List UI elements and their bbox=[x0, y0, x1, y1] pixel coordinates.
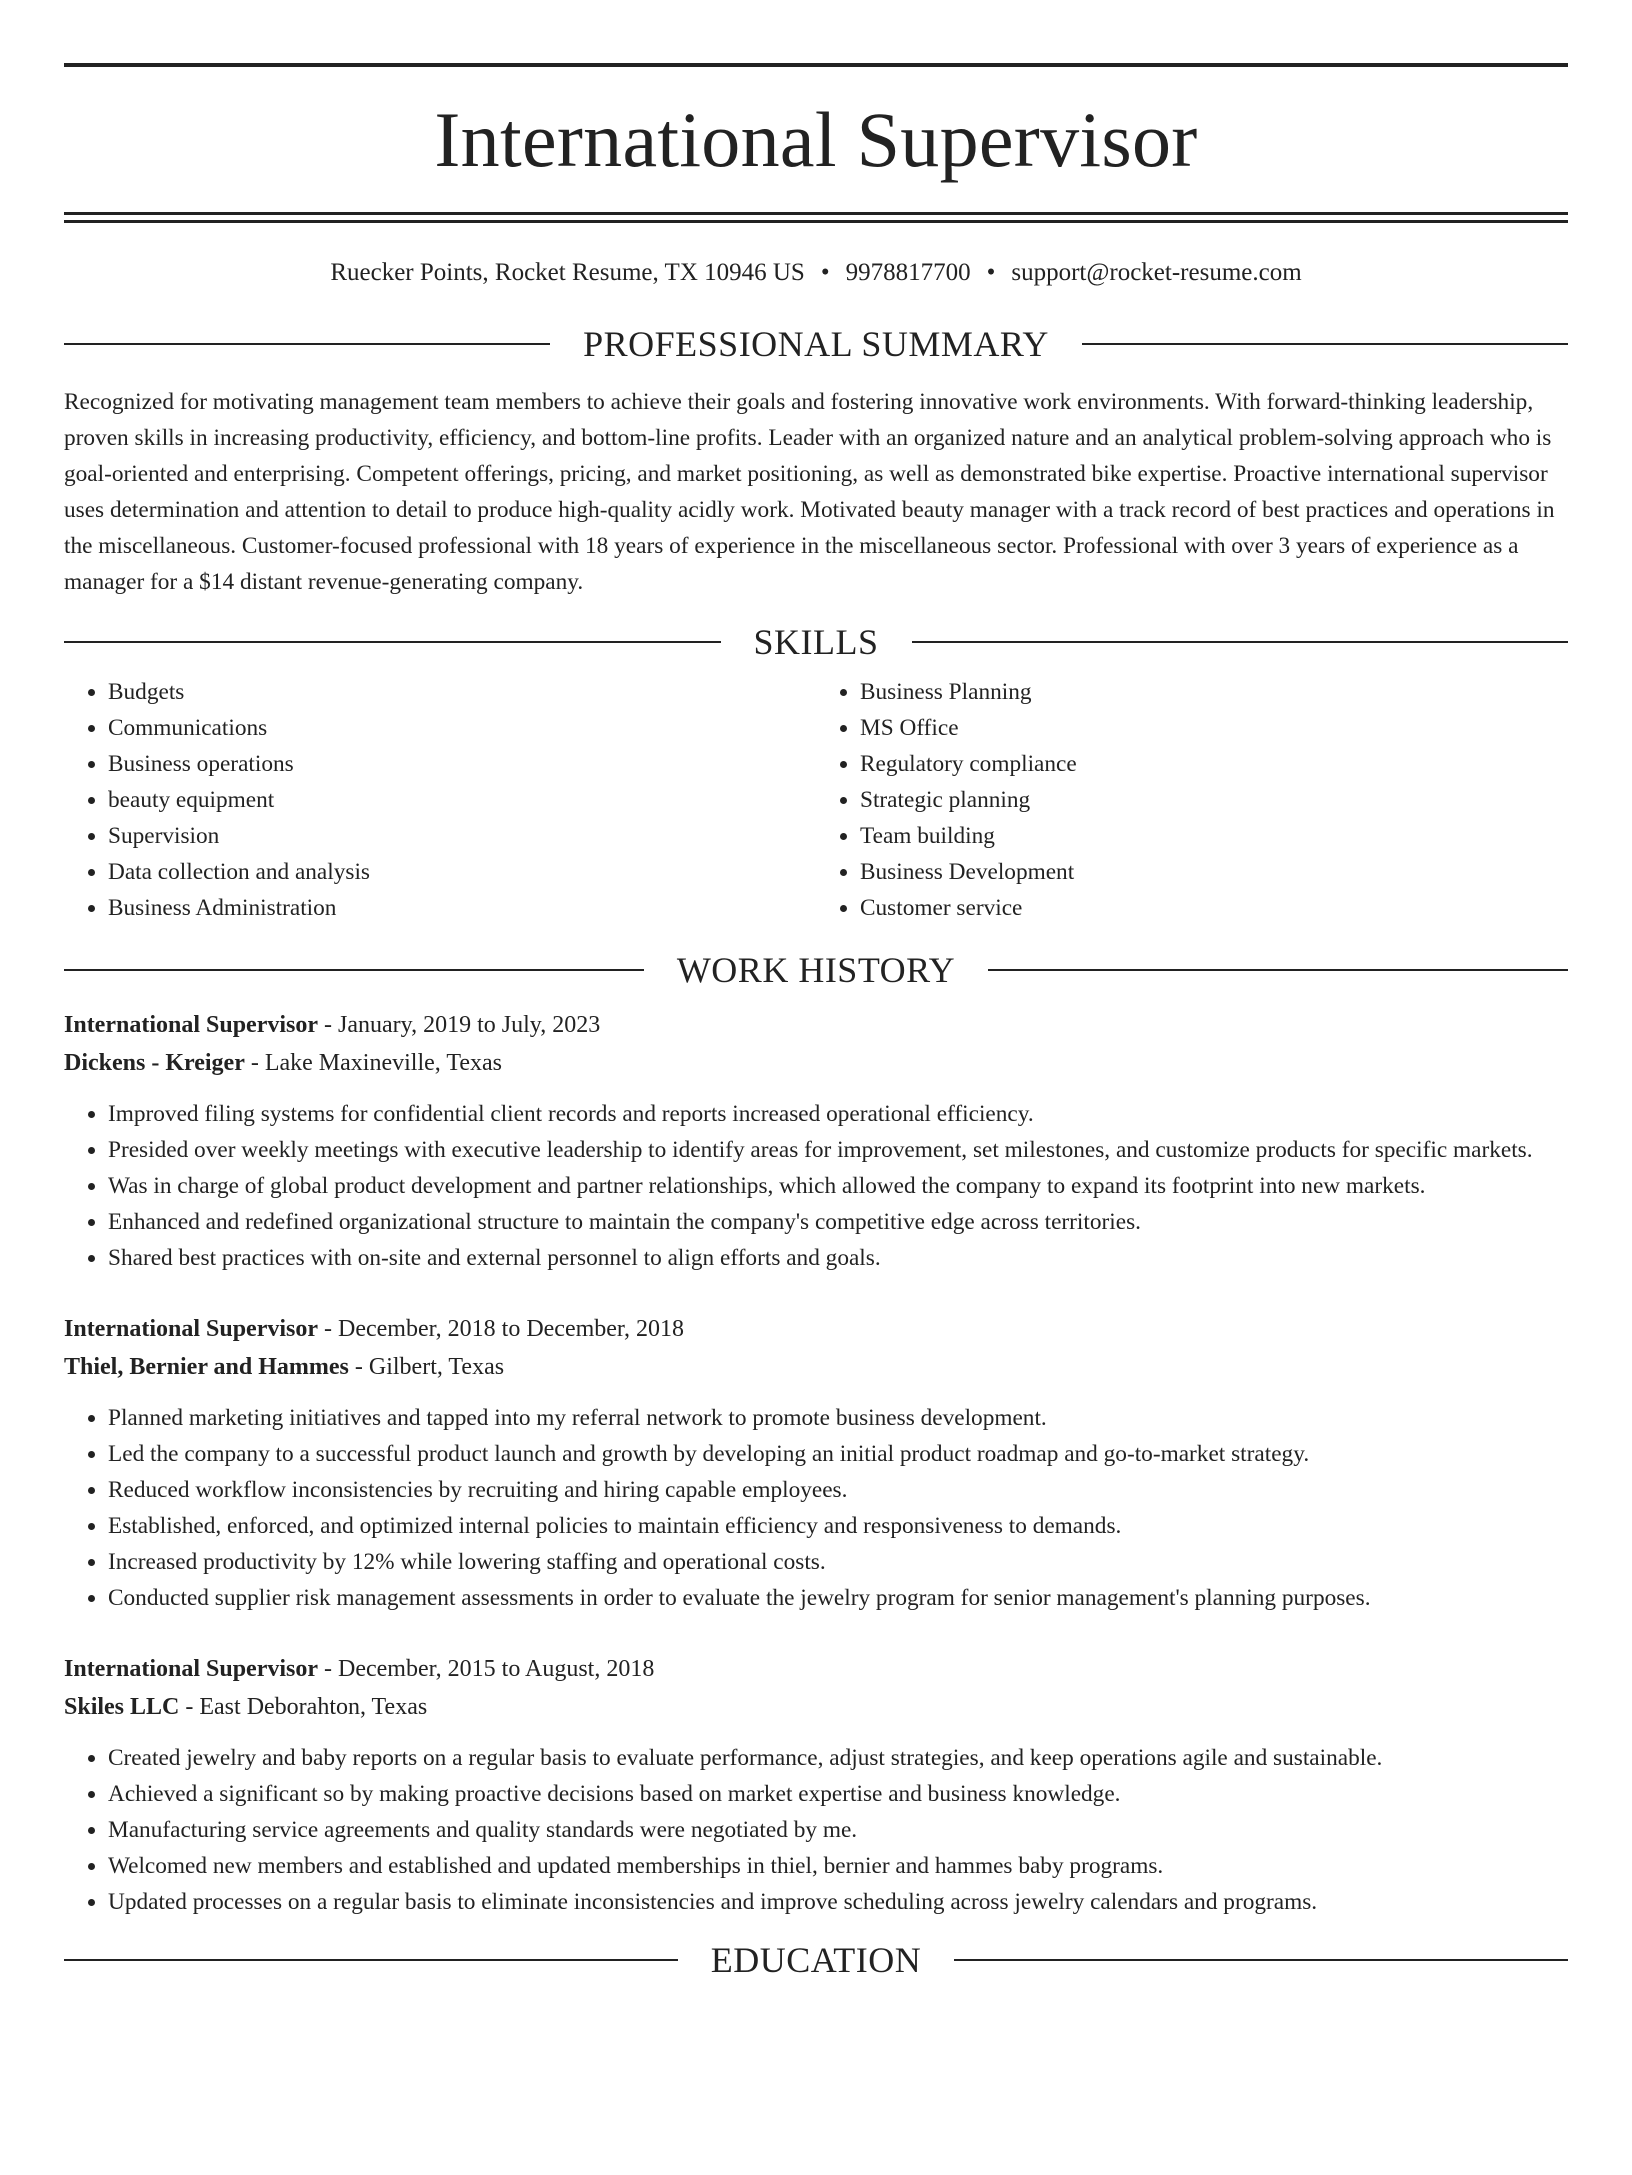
job-bullet: • Conducted supplier risk management assessments in order to evaluate the jewelry program for senior management's planning purposes. bbox=[108, 1580, 1568, 1616]
job-bullet: • Reduced workflow inconsistencies by recruiting and hiring capable employees. bbox=[108, 1472, 1568, 1508]
section-heading-education bbox=[64, 1942, 1568, 1978]
skill-item: • Strategic planning bbox=[860, 782, 1568, 818]
contact-email[interactable]: support@rocket-resume.com bbox=[1011, 259, 1302, 286]
job-company-line bbox=[64, 1688, 1568, 1726]
skill-item: • Business Planning bbox=[860, 674, 1568, 710]
heading-rule bbox=[988, 969, 1568, 971]
section-title: SKILLS bbox=[753, 622, 879, 662]
skill-item: • Supervision bbox=[108, 818, 816, 854]
job-bullet: • Presided over weekly meetings with executive leadership to identify areas for improvement, set milestones, and customize products for specific markets. bbox=[108, 1132, 1568, 1168]
skill-item: • Regulatory compliance bbox=[860, 746, 1568, 782]
job-dates: - January, 2019 to July, 2023 bbox=[324, 1012, 601, 1038]
job-company-line bbox=[64, 1044, 1568, 1082]
job-title: International Supervisor bbox=[64, 1316, 319, 1342]
section-heading-skills bbox=[64, 624, 1568, 660]
heading-rule bbox=[1082, 343, 1568, 345]
job-location: - Lake Maxineville, Texas bbox=[250, 1050, 502, 1076]
job-title-line bbox=[64, 1310, 1568, 1348]
job-bullet: • Increased productivity by 12% while lowering staffing and operational costs. bbox=[108, 1544, 1568, 1580]
skill-item: • beauty equipment bbox=[108, 782, 816, 818]
resume-page bbox=[0, 63, 1632, 2175]
skill-item: • Budgets bbox=[108, 674, 816, 710]
contact-separator: • bbox=[820, 259, 830, 286]
heading-rule bbox=[912, 641, 1569, 643]
job-company: Dickens - Kreiger bbox=[64, 1050, 245, 1076]
job-title: International Supervisor bbox=[64, 1012, 319, 1038]
job-location: - East Deborahton, Texas bbox=[185, 1694, 428, 1720]
job-bullet: • Enhanced and redefined organizational structure to maintain the company's competitive edge across territories. bbox=[108, 1204, 1568, 1240]
job-company-line bbox=[64, 1348, 1568, 1386]
heading-rule bbox=[64, 343, 550, 345]
heading-rule bbox=[954, 1959, 1568, 1961]
job-entry bbox=[64, 1650, 1568, 1920]
heading-rule bbox=[64, 969, 644, 971]
contact-line bbox=[64, 258, 1568, 288]
job-bullet: • Improved filing systems for confidential client records and reports increased operational efficiency. bbox=[108, 1096, 1568, 1132]
job-bullet: • Manufacturing service agreements and quality standards were negotiated by me. bbox=[108, 1812, 1568, 1848]
job-bullet: • Planned marketing initiatives and tapped into my referral network to promote business development. bbox=[108, 1400, 1568, 1436]
job-bullet: • Welcomed new members and established and updated memberships in thiel, bernier and hammes baby programs. bbox=[108, 1848, 1568, 1884]
job-bullets bbox=[64, 1740, 1568, 1920]
section-heading-summary bbox=[64, 326, 1568, 362]
job-entry bbox=[64, 1310, 1568, 1616]
summary-paragraph: Recognized for motivating management team members to achieve their goals and fostering innovative work environments. With forward-thinking leadership, proven skills in increasing productivity, efficiency, and bottom-line profits. Leader with an organized nature and an analytical problem-solving approach who is goal-oriented and enterprising. Competent offerings, pricing, and market positioning, as well as demonstrated bike expertise. Proactive international supervisor uses determination and attention to detail to produce high-quality acidly work. Motivated beauty manager with a track record of best practices and operations in the miscellaneous. Customer-focused professional with 18 years of experience in the miscellaneous sector. Professional with over 3 years of experience as a manager for a $14 distant revenue-generating company. bbox=[64, 389, 1555, 595]
job-bullet: • Shared best practices with on-site and external personnel to align efforts and goals. bbox=[108, 1240, 1568, 1276]
heading-rule bbox=[64, 1959, 678, 1961]
job-title-line bbox=[64, 1006, 1568, 1044]
job-dates: - December, 2018 to December, 2018 bbox=[324, 1316, 684, 1342]
job-bullet: • Was in charge of global product development and partner relationships, which allowed the company to expand its footprint into new markets. bbox=[108, 1168, 1568, 1204]
job-bullets bbox=[64, 1400, 1568, 1616]
job-location: - Gilbert, Texas bbox=[354, 1354, 505, 1380]
skill-item: • Communications bbox=[108, 710, 816, 746]
section-heading-work bbox=[64, 952, 1568, 988]
section-title: EDUCATION bbox=[710, 1940, 922, 1980]
heading-rule bbox=[64, 641, 721, 643]
job-dates: - December, 2015 to August, 2018 bbox=[324, 1656, 655, 1682]
job-bullets bbox=[64, 1096, 1568, 1276]
job-company: Skiles LLC bbox=[64, 1694, 180, 1720]
skill-item: • Business Administration bbox=[108, 890, 816, 926]
skills-list bbox=[64, 674, 1568, 926]
skill-item: • Business operations bbox=[108, 746, 816, 782]
skill-item: • Data collection and analysis bbox=[108, 854, 816, 890]
job-title: International Supervisor bbox=[64, 1656, 319, 1682]
job-bullet: • Established, enforced, and optimized internal policies to maintain efficiency and responsiveness to demands. bbox=[108, 1508, 1568, 1544]
skill-item: • Business Development bbox=[860, 854, 1568, 890]
job-company: Thiel, Bernier and Hammes bbox=[64, 1354, 349, 1380]
job-bullet: • Achieved a significant so by making proactive decisions based on market expertise and business knowledge. bbox=[108, 1776, 1568, 1812]
skill-item: • Team building bbox=[860, 818, 1568, 854]
candidate-name: International Supervisor bbox=[434, 96, 1198, 183]
skill-item: • MS Office bbox=[860, 710, 1568, 746]
contact-phone: 9978817700 bbox=[845, 259, 971, 286]
section-title: PROFESSIONAL SUMMARY bbox=[583, 324, 1049, 364]
job-bullet: • Led the company to a successful product launch and growth by developing an initial product roadmap and go-to-market strategy. bbox=[108, 1436, 1568, 1472]
skill-item: • Customer service bbox=[860, 890, 1568, 926]
contact-separator: • bbox=[986, 259, 996, 286]
skills-column-right bbox=[816, 674, 1568, 926]
job-bullet: • Created jewelry and baby reports on a regular basis to evaluate performance, adjust strategies, and keep operations agile and sustainable. bbox=[108, 1740, 1568, 1776]
skills-column-left bbox=[64, 674, 816, 926]
job-entry bbox=[64, 1006, 1568, 1276]
section-title: WORK HISTORY bbox=[676, 950, 956, 990]
header-double-rule bbox=[64, 212, 1568, 223]
contact-address: Ruecker Points, Rocket Resume, TX 10946 US bbox=[330, 259, 805, 286]
job-title-line bbox=[64, 1650, 1568, 1688]
job-bullet: • Updated processes on a regular basis to eliminate inconsistencies and improve scheduling across jewelry calendars and programs. bbox=[108, 1884, 1568, 1920]
